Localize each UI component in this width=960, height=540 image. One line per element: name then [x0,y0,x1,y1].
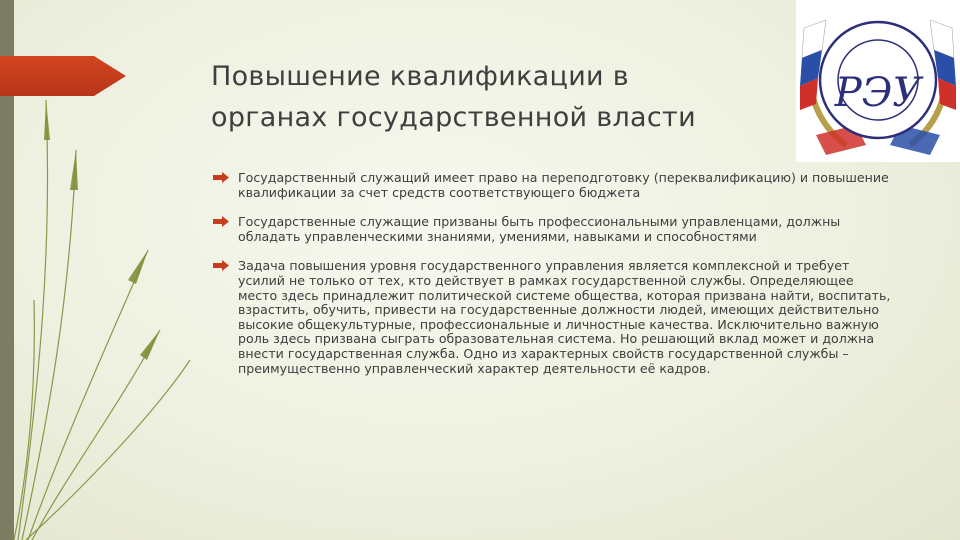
arrow-bullet-icon [213,260,229,271]
university-emblem-icon [796,0,960,162]
university-logo [796,0,960,162]
arrow-bullet-icon [213,172,229,183]
bullet-item [213,259,893,376]
bullet-text: Государственный служащий имеет право на переподготовку (переквалификацию) и повышение квалификации за счет средств соответствующего бюджета [238,170,889,200]
slide-title: Повышение квалификации в органах государственной власти [211,61,696,133]
bullet-item [213,215,893,244]
bullet-list [213,171,893,391]
svg-text:РЭУ: РЭУ [834,70,922,116]
bullet-text: Государственные служащие призваны быть профессиональными управленцами, должны обладать управленческими знаниями, умениями, навыками и способностями [238,214,841,244]
bullet-item [213,171,893,200]
bullet-text: Задача повышения уровня государственного управления является комплексной и требует усилий не только от тех, кто действует в рамках государственной службы. Определяющее место здесь принадлежит политической системе общества, которая призвана найти, воспитать, взрастить, обучить, привести на государственные должности людей, имеющих действительно высокие общекультурные, профессиональные и личностные качества. Исключительно важную роль здесь призвана сыграть образовательная система. Но решающий вклад может и должна внести государственная служба. Одно из характерных свойств государственной службы – преимущественно управленческий характер деятельности её кадров. [238,258,891,376]
arrow-bullet-icon [213,216,229,227]
